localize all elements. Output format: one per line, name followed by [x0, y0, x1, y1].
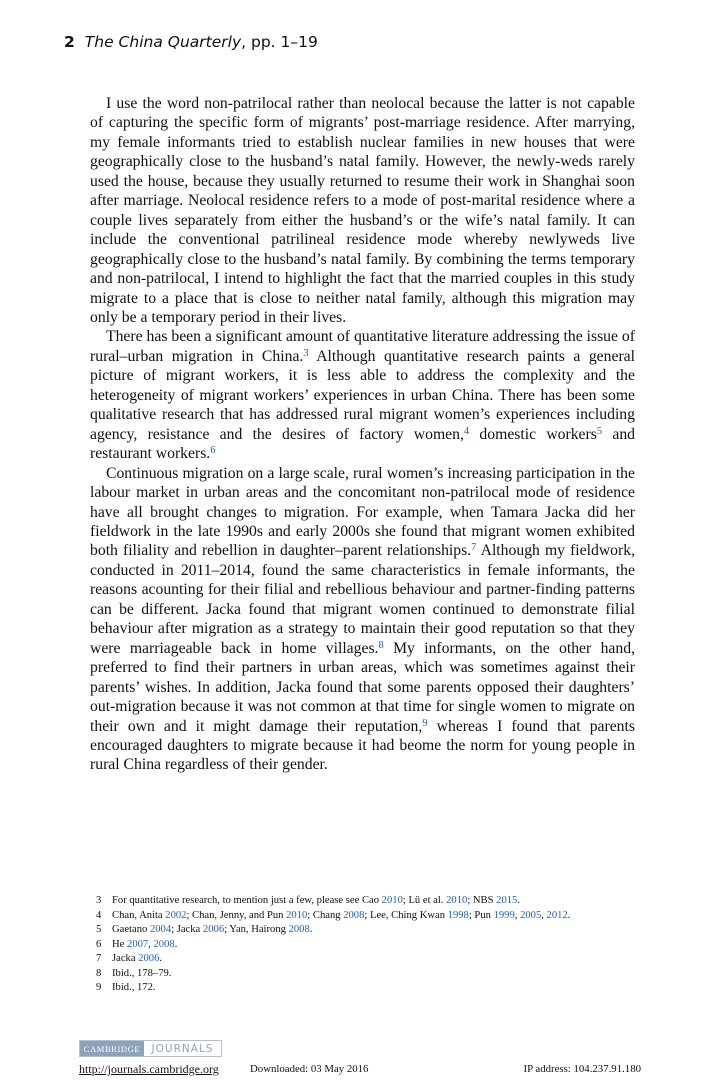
- paragraph-3-text: Although my fieldwork, conducted in 2011–2014, found the same characteristics in female informants, the reasons acounting for their filial and rebellious behaviour and partner-finding patterns can be different. Jacka found that migrant women continued to demonstrate filial behaviour after migration as a strategy to maintain their good reputation so that they were marriageable back in home villages.: [90, 542, 635, 657]
- citation-link[interactable]: 2008: [343, 909, 365, 921]
- citation-link[interactable]: 2008: [288, 924, 310, 935]
- footnote-text: .: [567, 909, 571, 921]
- cambridge-journals-logo[interactable]: [79, 1040, 222, 1057]
- logo-cambridge: CAMBRIDGE: [80, 1041, 144, 1056]
- footnote-text: ; Lee, Ching Kwan: [364, 909, 448, 921]
- paragraph-3-text: My informants, on the other hand, preferred to find their partners in urban areas, which was sometimes against their parents’ wishes. In addition, Jacka found that some parents opposed their daughters’ out-migration because it was not common at that time for single women to migrate on their own and it might damage their reputation,: [90, 639, 636, 735]
- footnote-ref-6[interactable]: 6: [210, 445, 216, 457]
- footnote-number: 7: [96, 953, 102, 964]
- citation-link[interactable]: 2006: [138, 953, 160, 964]
- footnote-text: ,: [514, 909, 521, 921]
- footnote-text: He: [112, 938, 128, 950]
- footnote-text: ; Jacka: [171, 924, 203, 935]
- paragraph-2-text: There has been a significant amount of quantitative literature addressing the issue of rural–urban migration in China.: [90, 328, 635, 365]
- footnote-ref-3[interactable]: 3: [303, 347, 309, 359]
- ip-address: IP address: 104.237.91.180: [523, 1063, 641, 1075]
- footnote-text: ; Lü et al.: [402, 895, 447, 906]
- paragraph-1: I use the word non-patrilocal rather than neolocal because the latter is not capable of capturing the specific form of migrants’ post-marriage residence. After marrying, my female informants tried to establish nuclear families in new houses that were geographically close to the husband’s natal family. However, the newly-weds rarely used the house, because they usually returned to resume their work in Shanghai soon after marriage. Neolocal residence refers to a mode of post-marital residence where a couple lives separately from either the husband’s or the wife’s natal family. It can include the conventional patrilineal residence mode whereby newlyweds live geographically close to the husband’s natal family. By combining the terms temporary and non-patrilocal, I intend to highlight the fact that the married couples in this study migrate to a place that is close to neither natal family, although this migration may only be a temporary period in their lives.: [90, 95, 635, 326]
- footnote-number: 9: [96, 982, 102, 993]
- journal-title: The China Quarterly: [84, 33, 242, 51]
- footnote-number: 8: [96, 967, 102, 979]
- footnote: [96, 938, 636, 953]
- footnote: [96, 981, 636, 996]
- footnote-ref-7[interactable]: 7: [471, 542, 477, 554]
- footnote-text: ; Pun: [468, 909, 494, 921]
- paragraph-3-text: whereas I found that parents encouraged daughters to migrate because it had beome the norm for young people in rural China regardless of their gender.: [90, 717, 635, 774]
- page-number: 2: [64, 33, 75, 51]
- footnote-text: .: [309, 924, 313, 935]
- running-header: [64, 33, 318, 51]
- page-range: , pp. 1–19: [241, 33, 318, 51]
- footnote-text: Jacka: [112, 953, 139, 964]
- citation-link[interactable]: 1999: [493, 909, 515, 921]
- footnote-number: 5: [96, 924, 102, 935]
- footnote: [96, 952, 636, 967]
- footnote-ref-4[interactable]: 4: [463, 425, 470, 437]
- footnote-text: .: [517, 895, 520, 906]
- footnote-text: .: [174, 938, 178, 950]
- footnote-text: ; Chang: [307, 909, 344, 921]
- footnote-number: 6: [96, 938, 102, 950]
- footnote-text: Gaetano: [112, 924, 150, 935]
- citation-link[interactable]: 2010: [446, 895, 468, 906]
- footnote: [96, 967, 636, 982]
- journals-link[interactable]: http://journals.cambridge.org: [79, 1062, 219, 1076]
- paragraph-3: [90, 464, 635, 775]
- footnote: [96, 894, 636, 909]
- footnotes: [96, 894, 636, 996]
- paragraph-2-text: Although quantitative research paints a general picture of migrant workers, it is less able to address the complexity and the heterogeneity of migrant workers’ experiences in urban China. There has been some qualitative research that has addressed rural migrant women’s experiences including agency, resistance and the desires of factory women,: [90, 347, 635, 443]
- citation-link[interactable]: 1998: [447, 909, 469, 921]
- citation-link[interactable]: 2007: [127, 938, 149, 950]
- paragraph-2-text: domestic workers: [469, 425, 597, 443]
- paragraph-2: [90, 327, 635, 463]
- footnote-text: ,: [541, 909, 547, 921]
- footnote-ref-8[interactable]: 8: [378, 639, 384, 651]
- footnote: [96, 923, 636, 938]
- footnote: [96, 909, 636, 924]
- footnote-number: 3: [96, 895, 102, 906]
- footnote-text: For quantitative research, to mention just a few, please see Cao: [112, 895, 382, 906]
- footnote-text: ; NBS: [467, 895, 497, 906]
- citation-link[interactable]: 2015: [496, 895, 518, 906]
- footnote-text: Ibid., 178–79.: [112, 967, 172, 979]
- paragraph-3-text: Continuous migration on a large scale, rural women’s increasing participation in the labour market in urban areas and the concomitant non-patrilocal mode of residence have all brought changes to migration. For example, when Tamara Jacka did her fieldwork in the late 1990s and early 2000s she found that migrant women exhibited both filiality and rebellion in daughter–parent relationships.: [90, 464, 635, 560]
- citation-link[interactable]: 2012: [546, 909, 568, 921]
- citation-link[interactable]: 2005: [520, 909, 542, 921]
- footnote-text: ; Chan, Jenny, and Pun: [186, 909, 287, 921]
- citation-link[interactable]: 2004: [149, 924, 172, 935]
- citation-link[interactable]: 2008: [153, 938, 175, 950]
- footnote-ref-5[interactable]: 5: [596, 425, 603, 437]
- footnote-number: 4: [96, 909, 102, 921]
- paragraph-2-text: and restaurant workers.: [90, 425, 636, 463]
- citation-link[interactable]: 2010: [381, 895, 403, 906]
- footnote-text: ; Yan, Hairong: [224, 924, 289, 935]
- footnote-ref-9[interactable]: 9: [422, 717, 428, 729]
- footnote-text: .: [159, 953, 163, 964]
- footnote-text: Chan, Anita: [112, 909, 166, 921]
- citation-link[interactable]: 2002: [165, 909, 187, 921]
- download-date: Downloaded: 03 May 2016: [250, 1063, 369, 1075]
- logo-journals: JOURNALS: [151, 1042, 214, 1055]
- footnote-text: ,: [148, 938, 154, 950]
- citation-link[interactable]: 2006: [202, 924, 225, 935]
- footnote-text: Ibid., 172.: [112, 982, 156, 993]
- citation-link[interactable]: 2010: [286, 909, 308, 921]
- article-body: [90, 94, 635, 775]
